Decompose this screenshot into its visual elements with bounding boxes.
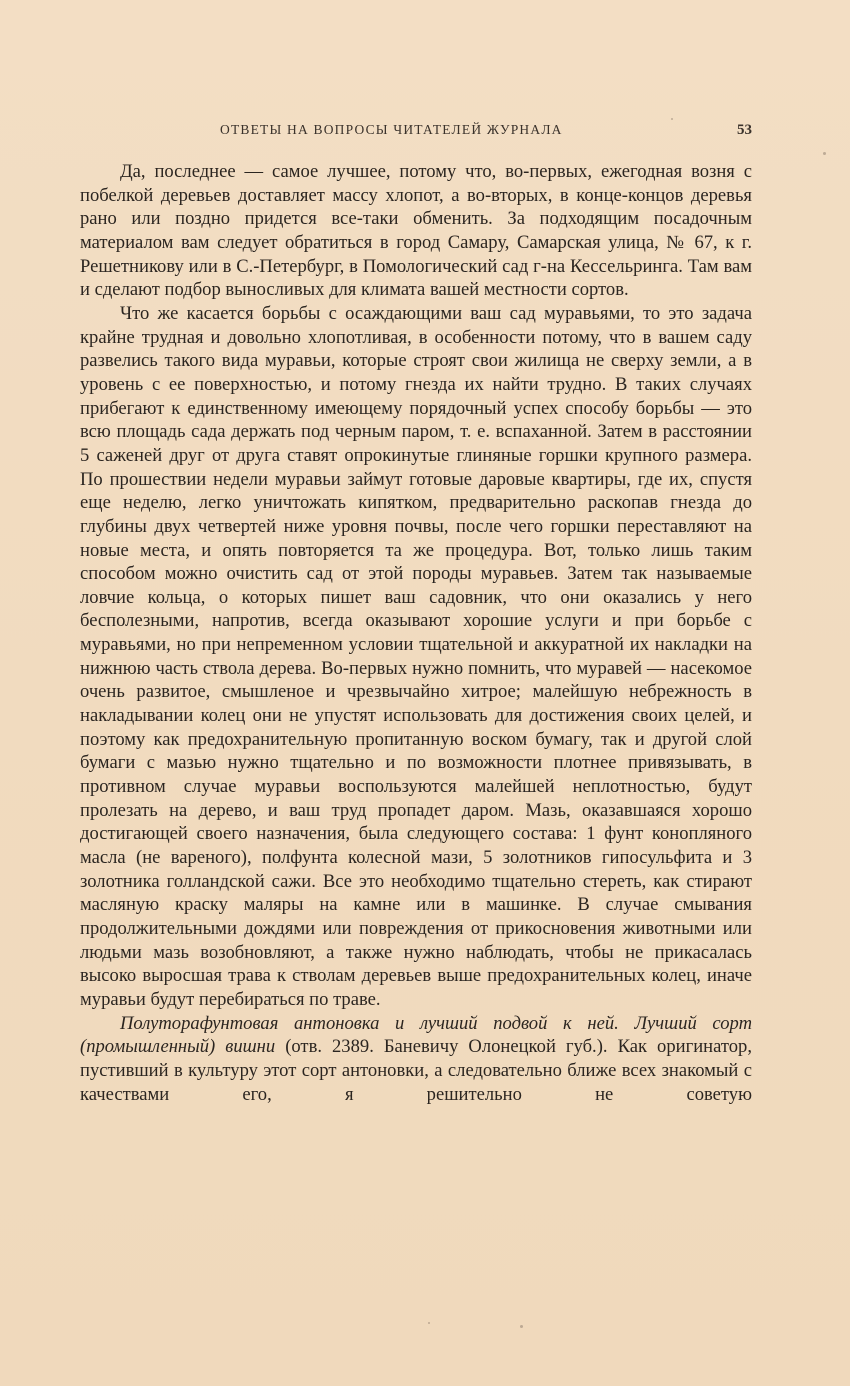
- paper-speck: [520, 1325, 523, 1328]
- paragraph-antonovka-heading: Полуторафунтовая антоновка и лучший подвой к ней. Лучший сорт (промышленный) вишни: [80, 1012, 752, 1058]
- paper-speck: [671, 118, 673, 120]
- paper-speck: [823, 152, 826, 155]
- paragraph-antonovka-text: (отв. 2389. Баневичу Олонецкой губ.). Как оригинатор, пустивший в культуру этот сорт антоновки, а следовательно ближе всех знакомый с качествами его, я решительно не советую: [80, 1036, 752, 1105]
- paragraph-ants: Что же касается борьбы с осаждающими ваш сад муравьями, то это задача крайне трудная и довольно хлопотливая, в особенности потому, что в вашем саду развелись такого вида муравьи, которые строят свои жилища не сверху земли, а в уровень с ее поверхностью, и потому гнезда их найти трудно. В таких случаях прибегают к единственному имеющему порядочный успех способу борьбы — это всю площадь сада держать под черным паром, т. е. вспаханной. Затем в расстоянии 5 саженей друг от друга ставят опрокинутые глиняные горшки крупного размера. По прошествии недели муравьи займут готовые даровые квартиры, где их, спустя еще неделю, легко уничтожать кипятком, предварительно раскопав гнезда до глубины двух четвертей ниже уровня почвы, после чего горшки переставляют на новые места, и опять повторяется та же процедура. Вот, только лишь таким способом можно очистить сад от этой породы муравьев. Затем так называемые ловчие кольца, о которых пишет ваш садовник, что они оказались у него бесполезными, напротив, всегда оказывают хорошие услуги и при борьбе с муравьями, но при непременном условии тщательной и аккуратной их накладки на нижнюю часть ствола дерева. Во-первых нужно помнить, что муравей — насекомое очень развитое, смышленое и чрезвычайно хитрое; малейшую небрежность в накладывании колец они не упустят использовать для достижения своих целей, и поэтому как предохранительную пропитанную воском бумагу, так и другой слой бумаги с мазью нужно тщательно и по возможности плотнее привязывать, в противном случае муравьи воспользуются малейшей неплотностью, будут пролезать на дерево, и ваш труд пропадет даром. Мазь, оказавшаяся хорошо достигающей своего назначения, была следующего состава: 1 фунт конопляного масла (не вареного), полфунта колесной мази, 5 золотников гипосульфита и 3 золотника голландской сажи. Все это необходимо тщательно стереть, как стирают масляную краску маляры на камне или в машинке. В случае смывания продолжительными дождями или повреждения от прикосновения животными или людьми мазь возобновляют, а также нужно наблюдать, чтобы не прикасалась высоко выросшая трава к стволам деревьев выше предохранительных колец, иначе муравьи будут перебираться по траве.: [80, 302, 752, 1010]
- running-head: [80, 122, 752, 142]
- paragraph-whitewashing: Да, последнее — самое лучшее, потому что, во-первых, ежегодная возня с побелкой деревьев доставляет массу хлопот, а во-вторых, в конце-концов деревья рано или поздно придется все-таки обменить. За подходящим посадочным материалом вам следует обратиться в город Самару, Самарская улица, № 67, к г. Решетникову или в С.-Петербург, в Помологический сад г-на Кессельринга. Там вам и сделают подбор выносливых для климата вашей местности сортов.: [80, 161, 752, 301]
- running-title: ОТВЕТЫ НА ВОПРОСЫ ЧИТАТЕЛЕЙ ЖУРНАЛА: [220, 122, 563, 137]
- paragraph-antonovka: [80, 1012, 752, 1107]
- paper-speck: [428, 1322, 430, 1324]
- page-number: 53: [737, 122, 752, 138]
- body-text: [80, 160, 752, 1106]
